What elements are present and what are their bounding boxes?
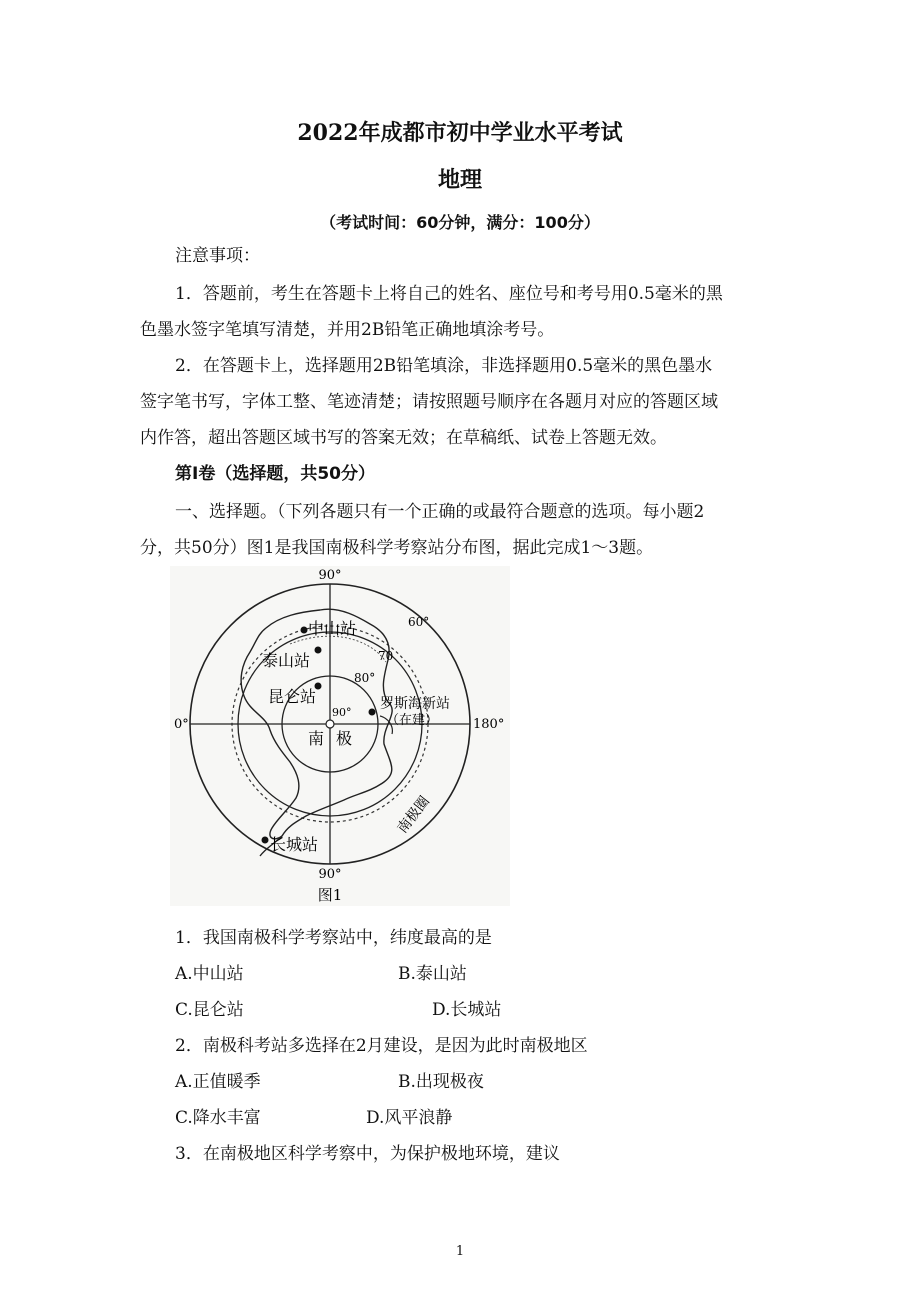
rosssea-station-note: （在建） bbox=[386, 713, 439, 728]
question-2-option-c: C.降水丰富 bbox=[175, 1108, 261, 1128]
section-intro-line-2: 分，共50分）图1是我国南极科学考察站分布图，据此完成1～3题。 bbox=[140, 538, 654, 558]
section-intro-line-1: 一、选择题。（下列各题只有一个正确的或最符合题意的选项。每小题2 bbox=[175, 502, 705, 522]
question-1-option-b: B.泰山站 bbox=[398, 964, 467, 984]
question-2-option-b: B.出现极夜 bbox=[398, 1072, 484, 1092]
note-2-line-3: 内作答，超出答题区域书写的答案无效；在草稿纸、试卷上答题无效。 bbox=[140, 428, 667, 448]
question-1-option-d: D.长城站 bbox=[432, 1000, 502, 1020]
rosssea-station-dot bbox=[369, 709, 376, 716]
lat-label-80: 80° bbox=[354, 671, 376, 685]
pole-label-2: 极 bbox=[336, 729, 353, 748]
question-1-stem: 1．我国南极科学考察站中，纬度最高的是 bbox=[175, 928, 492, 948]
exam-title: 2022年成都市初中学业水平考试 bbox=[297, 120, 623, 146]
taishan-station-dot bbox=[315, 647, 322, 654]
figure-caption: 图1 bbox=[317, 886, 343, 904]
antarctic-circle-label: 南极圈 bbox=[394, 793, 434, 837]
lon-label-top: 90° bbox=[318, 568, 342, 583]
question-1-option-c: C.昆仑站 bbox=[175, 1000, 244, 1020]
lat-label-90: 90° bbox=[332, 706, 352, 719]
kunlun-station-label: 昆仑站 bbox=[268, 687, 317, 706]
south-pole-point bbox=[326, 720, 334, 728]
section-title: 第Ⅰ卷（选择题，共50分） bbox=[175, 464, 375, 484]
notes-heading: 注意事项： bbox=[175, 246, 260, 266]
pole-label-1: 南 bbox=[308, 729, 325, 748]
note-1-line-2: 色墨水签字笔填写清楚，并用2B铅笔正确地填涂考号。 bbox=[140, 320, 555, 340]
changcheng-station-dot bbox=[262, 837, 269, 844]
zhongshan-station-label: 中山站 bbox=[308, 619, 357, 638]
changcheng-station-label: 长城站 bbox=[270, 835, 319, 854]
subject-title: 地理 bbox=[437, 167, 482, 193]
lon-label-right: 180° bbox=[473, 717, 505, 732]
question-3-stem: 3．在南极地区科学考察中，为保护极地环境，建议 bbox=[175, 1144, 560, 1164]
rosssea-station-label: 罗斯海新站 bbox=[380, 696, 450, 712]
question-2-stem: 2．南极科考站多选择在2月建设，是因为此时南极地区 bbox=[175, 1036, 588, 1056]
question-2-option-d: D.风平浪静 bbox=[366, 1108, 453, 1128]
page-number: 1 bbox=[455, 1244, 465, 1259]
lon-label-bottom: 90° bbox=[318, 867, 342, 882]
lat-label-60: 60° bbox=[408, 615, 430, 629]
note-2-line-2: 签字笔书写，字体工整、笔迹清楚；请按照题号顺序在各题月对应的答题区域 bbox=[140, 392, 718, 412]
lon-label-left: 0° bbox=[174, 717, 189, 732]
note-2-line-1: 2．在答题卡上，选择题用2B铅笔填涂，非选择题用0.5毫米的黑色墨水 bbox=[175, 356, 713, 376]
zhongshan-station-dot bbox=[301, 627, 308, 634]
note-1-line-1: 1．答题前，考生在答题卡上将自己的姓名、座位号和考号用0.5毫米的黑 bbox=[175, 284, 723, 304]
antarctica-station-map bbox=[170, 566, 510, 906]
question-1-option-a: A.中山站 bbox=[175, 964, 244, 984]
lat-label-70: 70 bbox=[378, 649, 394, 663]
exam-info: （考试时间：60分钟，满分：100分） bbox=[320, 213, 600, 232]
taishan-station-label: 泰山站 bbox=[262, 651, 311, 670]
question-2-option-a: A.正值暖季 bbox=[175, 1072, 261, 1092]
